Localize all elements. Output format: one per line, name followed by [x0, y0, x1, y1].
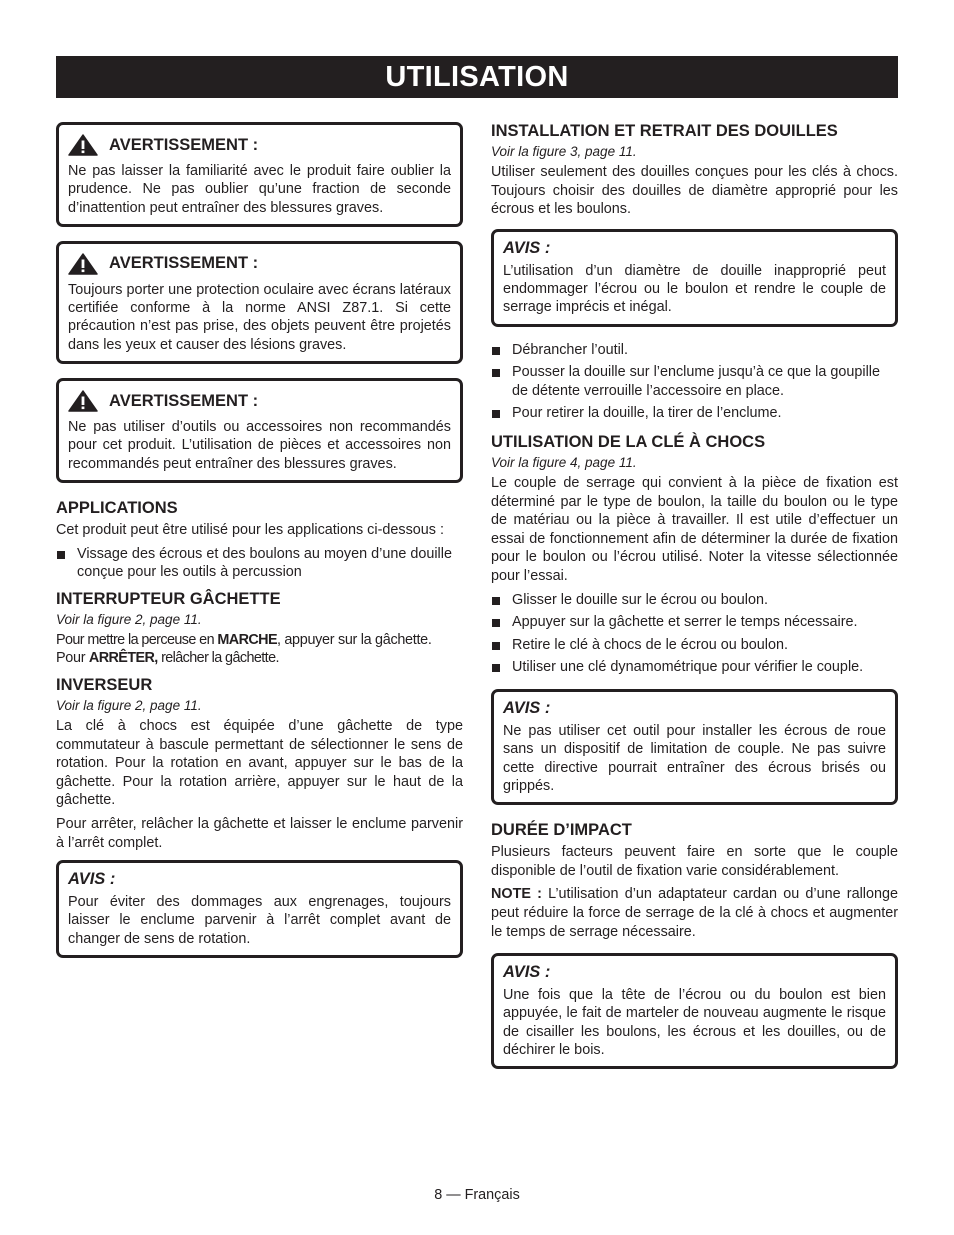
figure-reference: Voir la figure 2, page 11. [56, 697, 202, 713]
reverser-heading: INVERSEUR [56, 675, 153, 694]
notice-box-socket-size [491, 229, 898, 327]
notice-box-wheel-nuts [491, 689, 898, 805]
list-item: Vissage des écrous et des boulons au moyen d’une douille conçue pour les outils à percussion [56, 545, 463, 582]
socket-steps-list [491, 341, 898, 423]
list-item: Glisser le douille sur le écrou ou boulon. [491, 591, 898, 610]
list-item: Pousser la douille sur l’enclume jusqu’à ce que la goupille de détente verrouille l’accessoire en place. [491, 363, 898, 400]
note-label: NOTE : [491, 886, 542, 903]
on-label: MARCHE [217, 631, 277, 648]
square-bullet-icon [492, 619, 500, 627]
notice-box-gears [56, 860, 463, 958]
figure-reference: Voir la figure 2, page 11. [56, 611, 202, 627]
impact-note: NOTE : L’utilisation d’un adaptateur cardan ou d’une rallonge peut réduire la force de serrage de la clé à chocs et augmenter le temps de serrage nécessaire. [491, 886, 898, 940]
list-item: Appuyer sur la gâchette et serrer le temps nécessaire. [491, 613, 898, 632]
trigger-text: Pour mettre la perceuse en MARCHE, appuyer sur la gâchette. Pour ARRÊTER, relâcher la gâchette. [56, 631, 432, 667]
using-section [491, 433, 898, 677]
notice-body: Pour éviter des dommages aux engrenages, toujours laisser le enclume parvenir à l’arrêt complet avant de changer de sens de rotation. [68, 894, 451, 947]
reverser-stop-text: Pour arrêter, relâcher la gâchette et laisser le enclume parvenir à l’arrêt complet. [56, 815, 463, 851]
applications-list [56, 545, 463, 582]
page-title: UTILISATION [56, 56, 898, 98]
using-text: Le couple de serrage qui convient à la pièce de fixation est déterminé par le type de boulon, la taille du boulon ou le type de matériau ou la pièce à travailler. Il est utile d’effectuer un essai de fonctionnement afin de déterminer la durée de fixation pour le boulon ou l’écrou utilisé. Noter la vitesse sélectionnée pour l’essai. [491, 475, 898, 585]
sockets-section [491, 122, 898, 219]
square-bullet-icon [492, 597, 500, 605]
warning-title: AVERTISSEMENT : [68, 390, 451, 412]
square-bullet-icon [492, 347, 500, 355]
list-item: Retire le clé à chocs de le écrou ou boulon. [491, 636, 898, 655]
warning-box-accessories [56, 378, 463, 483]
warning-box-familiarity [56, 122, 463, 227]
trigger-heading: INTERRUPTEUR GÂCHETTE [56, 589, 281, 608]
square-bullet-icon [492, 664, 500, 672]
warning-body: Ne pas laisser la familiarité avec le produit faire oublier la prudence. Ne pas oublier qu’une fraction de seconde d’inattention peut entraîner des blessures graves. [68, 163, 451, 216]
impact-heading: DURÉE D’IMPACT [491, 821, 632, 840]
applications-heading: APPLICATIONS [56, 498, 178, 517]
warning-triangle-icon [68, 390, 98, 412]
notice-title: AVIS : [68, 870, 116, 889]
warning-body: Toujours porter une protection oculaire avec écrans latéraux certifiée conforme à la norme ANSI Z87.1. Si cette précaution n’est pas prise, des objets peuvent être projetés dans les yeux et causer des lésions graves. [68, 281, 451, 353]
sockets-text: Utiliser seulement des douilles conçues pour les clés à chocs. Toujours choisir des douilles de diamètre approprié pour les écrous et les boulons. [491, 164, 898, 218]
off-label: ARRÊTER, [88, 650, 158, 667]
list-item: Pour retirer la douille, la tirer de l’enclume. [491, 404, 898, 423]
square-bullet-icon [492, 369, 500, 377]
sockets-heading: INSTALLATION ET RETRAIT DES DOUILLES [491, 122, 838, 140]
trigger-section [56, 590, 463, 668]
warning-triangle-icon [68, 134, 98, 156]
list-item: Utiliser une clé dynamométrique pour vérifier le couple. [491, 658, 898, 677]
list-item: Débrancher l’outil. [491, 341, 898, 360]
notice-title: AVIS : [503, 698, 551, 717]
impact-section [491, 821, 898, 941]
left-column [56, 122, 463, 972]
reverser-section [56, 676, 463, 852]
notice-body: L’utilisation d’un diamètre de douille inapproprié peut endommager l’écrou ou le boulon et rendre le couple de serrage imprécis et inégal. [503, 262, 886, 316]
warning-box-eye-protection [56, 241, 463, 364]
warning-title: AVERTISSEMENT : [68, 253, 451, 275]
notice-body: Ne pas utiliser cet outil pour installer les écrous de roue sans un dispositif de limitation de couple. Ne pas suivre cette directive pourrait entraîner des écrous brisés ou grippés. [503, 722, 886, 794]
figure-reference: Voir la figure 3, page 11. [491, 144, 637, 159]
right-column [491, 122, 898, 1083]
notice-title: AVIS : [503, 963, 551, 982]
figure-reference: Voir la figure 4, page 11. [491, 455, 637, 471]
reverser-text: La clé à chocs est équipée d’une gâchette de type commutateur à bascule permettant de sélectionner le sens de rotation. Pour la rotation en avant, appuyer sur le bas de la gâchette. Pour la rotation arrière, appuyer sur le haut de la gâchette. [56, 717, 463, 809]
impact-text: Plusieurs facteurs peuvent faire en sorte que le couple disponible de l’outil de fixation varie considérablement. [491, 844, 898, 879]
applications-section [56, 499, 463, 582]
warning-title: AVERTISSEMENT : [68, 134, 451, 156]
square-bullet-icon [492, 410, 500, 418]
using-heading: UTILISATION DE LA CLÉ À CHOCS [491, 433, 766, 452]
notice-body: Une fois que la tête de l’écrou ou du boulon est bien appuyée, le fait de marteler de nouveau augmente le risque de cisailler les boulons, les écrous et les douilles, ou de déchirer le bois. [503, 987, 886, 1059]
square-bullet-icon [492, 642, 500, 650]
warning-triangle-icon [68, 253, 98, 275]
warning-body: Ne pas utiliser d’outils ou accessoires non recommandés pour cet produit. L’utilisation de pièces et accessoires non recommandés peut entraîner des blessures graves. [68, 419, 451, 472]
notice-box-hammering [491, 953, 898, 1069]
applications-intro: Cet produit peut être utilisé pour les applications ci-dessous : [56, 521, 444, 538]
square-bullet-icon [57, 551, 65, 559]
notice-title: AVIS : [503, 238, 551, 257]
using-steps-list [491, 591, 898, 677]
page-footer: 8 — Français [434, 1187, 520, 1203]
